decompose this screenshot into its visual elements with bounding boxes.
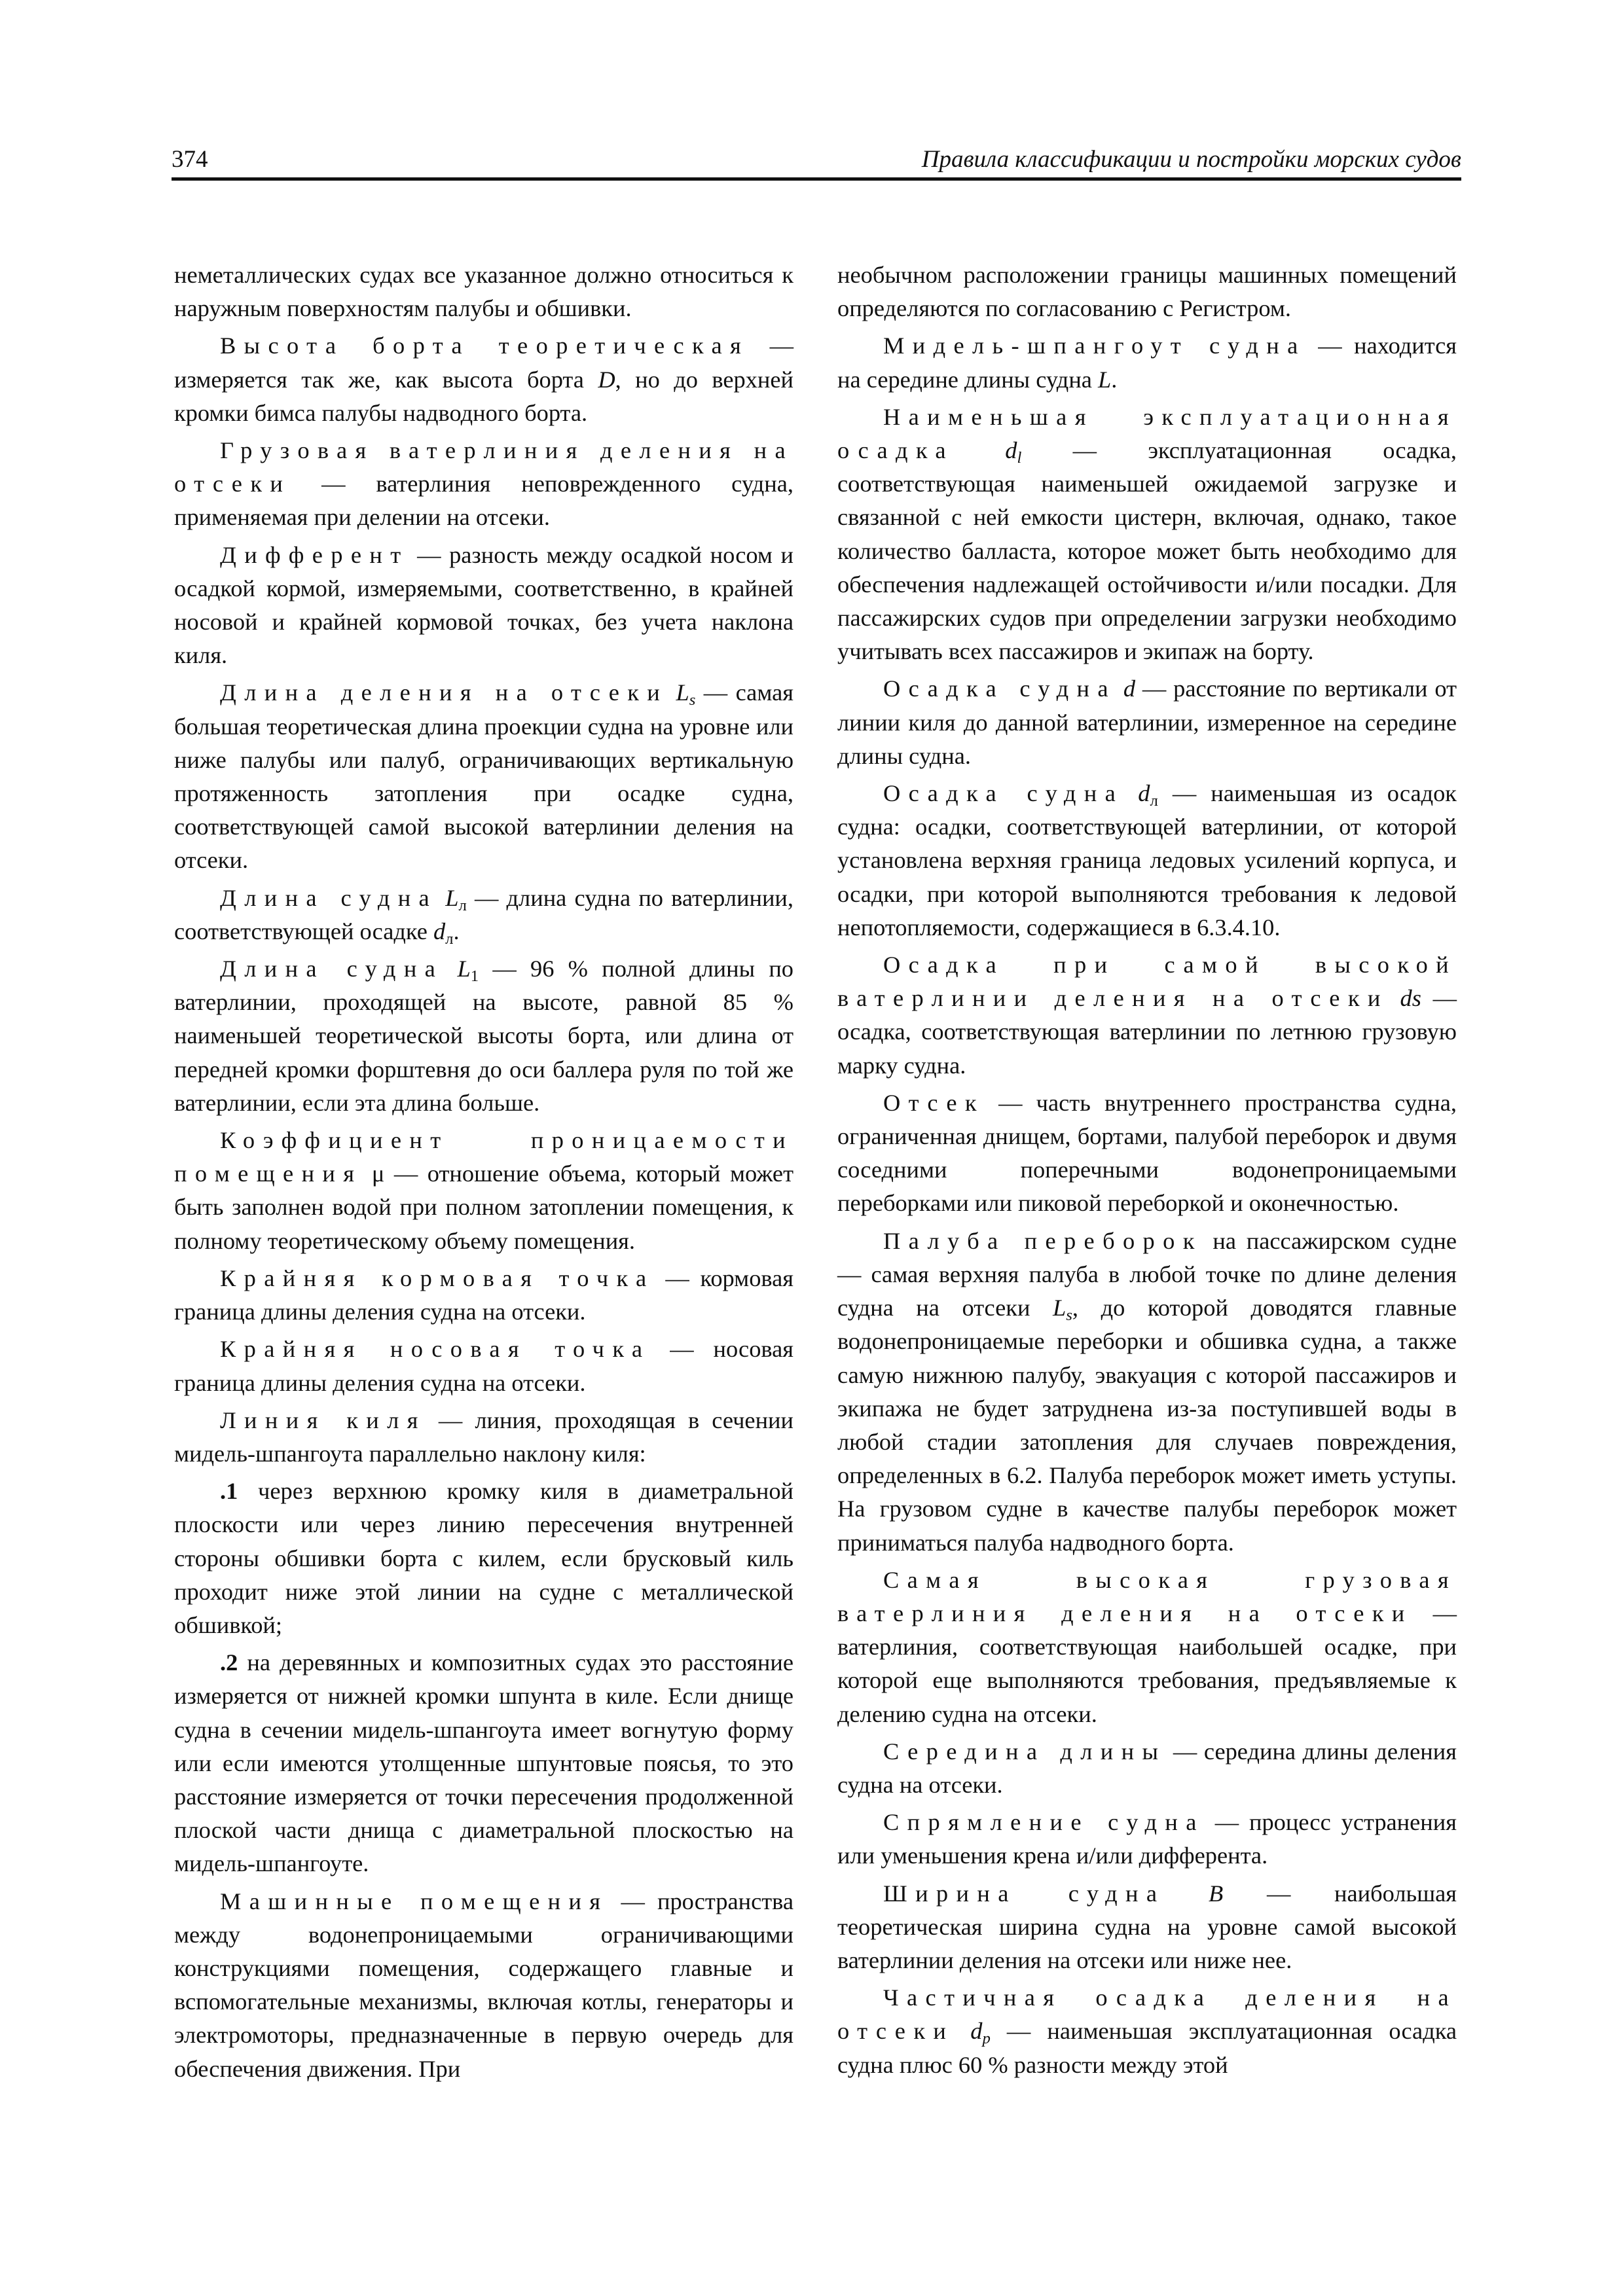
definition-kormovaya-tochka: Крайняя кормовая точка — кормовая граница длины деления судна на отсеки. (174, 1265, 793, 1325)
term: Машинные помещения (220, 1888, 609, 1914)
list-item-1: .1 через верхнюю кромку киля в диаметральной плоскости или через линию пересечения внутренней стороны обшивки борта с килем, если брусковый киль проходит ниже этой линии на судне с металлической обшивкой; (174, 1478, 793, 1638)
term: Осадка при самой высокой ватерлинии деления на отсеки (837, 952, 1457, 1012)
running-title: Правила классификации и постройки морских судов (921, 146, 1461, 173)
term: Осадка судна (883, 675, 1116, 702)
definition-seredina-dliny: Середина длины — середина длины деления судна на отсеки. (837, 1738, 1457, 1798)
definition-osadka-sudna-dl: Осадка судна $d_л$ — наименьшая из осадок судна: осадки, соответствующей ватерлинии, от которой установлена верхняя граница ледовых усилений корпуса, и осадки, при которой выполняются требования к ледовой непотопляемости, содержащиеся в 6.3.4.10. (837, 780, 1457, 941)
left-column (174, 259, 793, 2090)
term: Спрямление судна (883, 1809, 1205, 1836)
definition-otsek: Отсек — часть внутреннего пространства судна, ограниченная днищем, бортами, палубой переборок и двумя соседними поперечными водонепроницаемыми переборками или пиковой переборкой и оконечностью. (837, 1089, 1457, 1217)
definition-liniya-kilya: Линия киля — линия, проходящая в сечении мидель-шпангоута параллельно наклону киля: (174, 1407, 793, 1467)
term: Длина судна (220, 884, 438, 911)
paragraph-continuation: необычном расположении границы машинных помещений определяются по согласованию с Регистром. (837, 262, 1457, 322)
definition-paluba-pereborok: Палуба переборок на пассажирском судне — самая верхняя палуба в любой точке по длине деления судна на отсеки $L_s$, до которой доводятся главные водонепроницаемые переборки и обшивка судна, а также самую нижнюю палубу, эвакуация с которой пассажиров и экипажа не будет затруднена из-за поступившей воды в любой стадии затопления для случаев повреждения, определенных в 6.2. Палуба переборок может иметь уступы. На грузовом судне в качестве палубы переборок может приниматься палуба надводного борта. (837, 1227, 1457, 1556)
definition-chastichnaya-osadka: Частичная осадка деления на отсеки $d_p$ — наименьшая эксплуатационная осадка судна плюс 60 % разности между этой (837, 1984, 1457, 2078)
definition-gruzovaya-vaterliniya: Грузовая ватерлиния деления на отсеки — ватерлиния неповрежденного судна, применяемая при делении на отсеки. (174, 437, 793, 531)
definition-dlina-deleniya: Длина деления на отсеки $L_s$ — самая большая теоретическая длина проекции судна на уровне или ниже палубы или палуб, ограничивающих вертикальную протяженность затопления при осадке судна, соответствующей самой высокой ватерлинии деления на отсеки. (174, 679, 793, 874)
definition-osadka-ds: Осадка при самой высокой ватерлинии деления на отсеки ds — осадка, соответствующая ватерлинии по летнюю грузовую марку судна. (837, 952, 1457, 1079)
right-column (837, 259, 1457, 2086)
term: Длина деления на отсеки (220, 679, 668, 706)
term: Самая высокая грузовая ватерлиния деления на отсеки (837, 1566, 1457, 1626)
page-header (172, 145, 1461, 179)
paragraph-continuation: неметаллических судах все указанное должно относиться к наружным поверхностям палубы и обшивки. (174, 262, 793, 322)
definition-samaya-vysokaya-vaterliniya: Самая высокая грузовая ватерлиния деления на отсеки — ватерлиния, соответствующая наибольшей осадке, при которой еще выполняются требования, предъявляемые к делению судна на отсеки. (837, 1566, 1457, 1727)
term: Длина судна (220, 956, 444, 982)
definition-midel-shpangout: Мидель-шпангоут судна — находится на середине длины судна L. (837, 332, 1457, 393)
term: Мидель-шпангоут судна (883, 332, 1306, 359)
definition-mashinnye-pomescheniya: Машинные помещения — пространства между водонепроницаемыми ограничивающими конструкциями помещения, содержащего главные и вспомогательные механизмы, включая котлы, генераторы и электромоторы, предназначенные в первую очередь для обеспечения движения. При (174, 1888, 793, 2082)
page-number: 374 (172, 146, 208, 173)
header-rule (172, 177, 1461, 181)
term: Осадка судна (883, 780, 1124, 807)
term: Линия киля (220, 1407, 426, 1433)
definition-vysota-borta: Высота борта теоретическая — измеряется так же, как высота борта D, но до верхней кромки бимса палубы надводного борта. (174, 332, 793, 426)
definition-shirina-sudna: Ширина судна B — наибольшая теоретическая ширина судна на уровне самой высокой ватерлинии деления на отсеки или ниже нее. (837, 1880, 1457, 1973)
term: Высота борта теоретическая (220, 332, 750, 359)
definition-dlina-sudna-l1: Длина судна $L_1$ — 96 % полной длины по ватерлинии, проходящей на высоте, равной 85 % наименьшей теоретической высоты борта, или длина от передней кромки форштевня до оси баллера руля по той же ватерлинии, если эта длина больше. (174, 956, 793, 1116)
term: Грузовая ватерлиния деления на отсеки (174, 437, 793, 497)
definition-osadka-sudna-d: Осадка судна d — расстояние по вертикали от линии киля до данной ватерлинии, измеренное на середине длины судна. (837, 675, 1457, 769)
term: Коэффициент проницаемости помещения (174, 1127, 793, 1187)
term: Крайняя кормовая точка (220, 1265, 655, 1291)
term: Середина длины (883, 1738, 1167, 1765)
term: Дифферент (220, 541, 409, 568)
term: Отсек (883, 1089, 985, 1116)
term: Наименьшая эксплуатационная осадка (837, 403, 1457, 464)
definition-spryamlenie: Спрямление судна — процесс устранения или уменьшения крена и/или дифферента. (837, 1809, 1457, 1869)
term: Палуба переборок (883, 1227, 1203, 1254)
definition-nosovaya-tochka: Крайняя носовая точка — носовая граница длины деления судна на отсеки. (174, 1336, 793, 1396)
term: Частичная осадка деления на отсеки (837, 1984, 1457, 2045)
term: Крайняя носовая точка (220, 1336, 651, 1363)
definition-different: Дифферент — разность между осадкой носом и осадкой кормой, измеряемыми, соответственно, в крайней носовой и крайней кормовой точках, без учета наклона киля. (174, 541, 793, 669)
definition-koefficient: Коэффициент проницаемости помещения μ — отношение объема, который может быть заполнен водой при полном затоплении помещения, к полному теоретическому объему помещения. (174, 1127, 793, 1254)
definition-naimenshaya-osadka: Наименьшая эксплуатационная осадка $d_l$ — эксплуатационная осадка, соответствующая наименьшей ожидаемой загрузке и связанной с ней емкости цистерн, включая, однако, такое количество балласта, которое может быть необходимо для обеспечения надлежащей остойчивости и/или посадки. Для пассажирских судов при определении загрузки необходимо учитывать всех пассажиров и экипаж на борту. (837, 403, 1457, 665)
term: Ширина судна (883, 1880, 1165, 1907)
list-item-2: .2 на деревянных и композитных судах это расстояние измеряется от нижней кромки шпунта в киле. Если днище судна в сечении мидель-шпангоута имеет вогнутую форму или если имеются утолщенные шпунтовые поясья, то это расстояние измеряется от точки пересечения продолженной плоской части днища с диаметральной плоскостью на мидель-шпангоуте. (174, 1649, 793, 1877)
definition-dlina-sudna-l: Длина судна $L_л$ — длина судна по ватерлинии, соответствующей осадке $d_л$. (174, 884, 793, 948)
